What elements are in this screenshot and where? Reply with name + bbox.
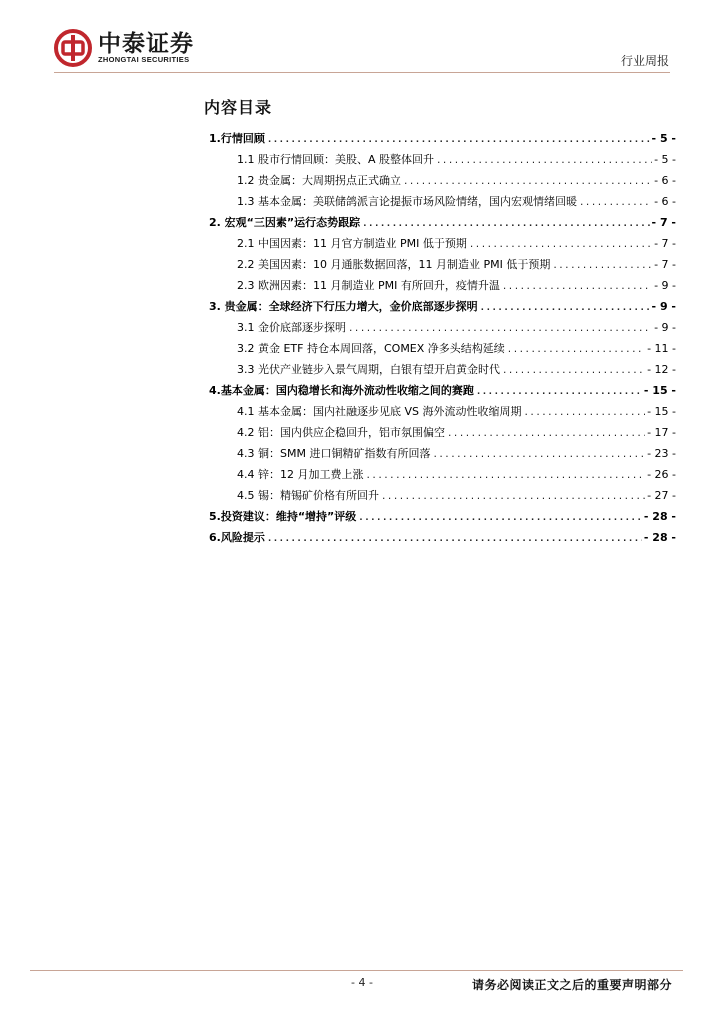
toc-leader-dots <box>365 471 645 481</box>
page-number: - 4 - <box>351 976 373 989</box>
toc-leader-dots <box>432 450 645 460</box>
toc-entry[interactable] <box>209 235 676 253</box>
toc-entry-text: 4.4 锌：12 月加工费上涨 <box>237 468 364 481</box>
toc-title: 内容目录 <box>204 98 273 117</box>
toc-leader-dots <box>507 345 645 355</box>
toc-entry[interactable] <box>209 466 676 484</box>
toc-entry-text: 4.1 基本金属：国内社融逐步见底 VS 海外流动性收缩周期 <box>237 405 522 418</box>
toc-entry[interactable] <box>209 487 676 505</box>
toc-entry-page: - 5 - <box>651 132 676 145</box>
toc-leader-dots <box>403 177 652 187</box>
zhongtai-logo-icon <box>54 29 92 67</box>
toc-entry-text: 6.风险提示 <box>209 531 265 544</box>
toc-entry-text: 4.2 铝：国内供应企稳回升，铝市氛围偏空 <box>237 426 445 439</box>
toc-leader-dots <box>358 513 642 523</box>
brand-logo <box>54 29 194 71</box>
toc-leader-dots <box>436 156 652 166</box>
toc-entry[interactable] <box>209 256 676 274</box>
toc-entry-text: 3.1 金价底部逐步探明 <box>237 321 346 334</box>
toc-entry[interactable] <box>209 382 676 400</box>
toc-entry-page: - 5 - <box>654 153 676 166</box>
toc-leader-dots <box>502 366 645 376</box>
toc-leader-dots <box>469 240 652 250</box>
toc-entry-text: 2. 宏观“三因素”运行态势跟踪 <box>209 216 361 229</box>
toc-entry-page: - 15 - <box>647 405 676 418</box>
brand-name-en: ZHONGTAI SECURITIES <box>98 55 190 64</box>
toc-leader-dots <box>579 198 652 208</box>
toc-entry[interactable] <box>209 340 676 358</box>
toc-leader-dots <box>480 303 650 313</box>
toc-entry[interactable] <box>209 529 676 547</box>
footer-divider <box>30 970 683 971</box>
toc-leader-dots <box>476 387 642 397</box>
toc-entry-page: - 7 - <box>654 258 676 271</box>
toc-entry-page: - 28 - <box>643 531 676 544</box>
toc-entry-text: 4.5 锡：精锡矿价格有所回升 <box>237 489 379 502</box>
toc-entry[interactable] <box>209 361 676 379</box>
toc-entry-page: - 12 - <box>647 363 676 376</box>
toc-entry-page: - 26 - <box>647 468 676 481</box>
toc-entry[interactable] <box>209 277 676 295</box>
toc-entry[interactable] <box>209 298 676 316</box>
toc-entry-text: 1.3 基本金属：美联储鸽派言论提振市场风险情绪，国内宏观情绪回暖 <box>237 195 577 208</box>
toc-entry-page: - 9 - <box>654 279 676 292</box>
toc-leader-dots <box>552 261 652 271</box>
page-header <box>0 0 724 80</box>
toc-entry[interactable] <box>209 193 676 211</box>
toc-entry-text: 2.1 中国因素：11 月官方制造业 PMI 低于预期 <box>237 237 467 250</box>
toc-entry[interactable] <box>209 214 676 232</box>
toc-entry-page: - 7 - <box>651 216 676 229</box>
toc-entry-text: 1.2 贵金属：大周期拐点正式确立 <box>237 174 401 187</box>
toc-leader-dots <box>447 429 645 439</box>
toc-entry[interactable] <box>209 319 676 337</box>
toc-entry[interactable] <box>209 508 676 526</box>
toc-entry-page: - 27 - <box>647 489 676 502</box>
toc-leader-dots <box>362 219 649 229</box>
toc-leader-dots <box>267 534 642 544</box>
footer-disclaimer: 请务必阅读正文之后的重要声明部分 <box>471 978 672 992</box>
toc-entry[interactable] <box>209 151 676 169</box>
toc-entry-page: - 9 - <box>651 300 676 313</box>
toc-leader-dots <box>524 408 646 418</box>
brand-name-cn: 中泰证券 <box>98 31 194 57</box>
toc-entry[interactable] <box>209 403 676 421</box>
toc-entry-page: - 15 - <box>643 384 676 397</box>
toc-entry-text: 2.3 欧洲因素：11 月制造业 PMI 有所回升，疫情升温 <box>237 279 500 292</box>
toc-leader-dots <box>502 282 652 292</box>
toc-leader-dots <box>267 135 650 145</box>
toc-entry-page: - 28 - <box>643 510 676 523</box>
report-type-label: 行业周报 <box>620 54 669 68</box>
toc-entry-text: 4.3 铜：SMM 进口铜精矿指数有所回落 <box>237 447 431 460</box>
toc-entry-text: 5.投资建议：维持“增持”评级 <box>209 510 357 523</box>
toc-entry-text: 1.行情回顾 <box>209 132 265 145</box>
toc-entry-text: 3.2 黄金 ETF 持仓本周回落，COMEX 净多头结构延续 <box>237 342 505 355</box>
toc-entry[interactable] <box>209 130 676 148</box>
toc-entry-page: - 6 - <box>654 174 676 187</box>
toc-entry[interactable] <box>209 424 676 442</box>
toc-entry[interactable] <box>209 445 676 463</box>
toc-entry-page: - 7 - <box>654 237 676 250</box>
toc-entry[interactable] <box>209 172 676 190</box>
toc-entry-text: 3. 贵金属：全球经济下行压力增大，金价底部逐步探明 <box>209 300 478 313</box>
header-divider <box>54 72 670 73</box>
toc-leader-dots <box>348 324 652 334</box>
toc-entry-page: - 9 - <box>654 321 676 334</box>
toc-leader-dots <box>381 492 645 502</box>
toc-entry-page: - 17 - <box>647 426 676 439</box>
toc-entry-text: 3.3 光伏产业链步入景气周期，白银有望开启黄金时代 <box>237 363 500 376</box>
toc-entry-text: 1.1 股市行情回顾：美股、A 股整体回升 <box>237 153 435 166</box>
toc-entry-text: 4.基本金属：国内稳增长和海外流动性收缩之间的赛跑 <box>209 384 474 397</box>
toc-entry-text: 2.2 美国因素：10 月通胀数据回落，11 月制造业 PMI 低于预期 <box>237 258 551 271</box>
toc-entry-page: - 11 - <box>647 342 676 355</box>
toc-entry-page: - 6 - <box>654 195 676 208</box>
toc-entry-page: - 23 - <box>647 447 676 460</box>
